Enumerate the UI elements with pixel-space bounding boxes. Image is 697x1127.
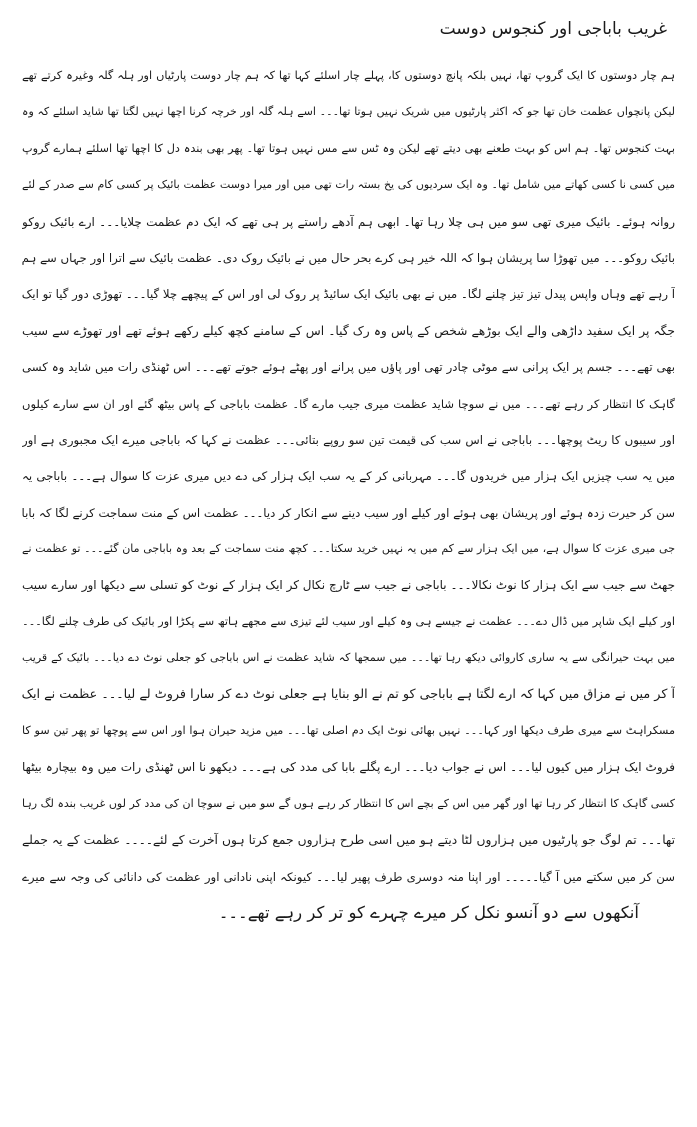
story-line: سن کر میں سکتے میں آ گیا۔۔۔۔۔ اور اپنا منہ دوسری طرف پھیر لیا۔۔۔ کیونکہ اپنی نادانی اور عظمت کی دانائی کی وجہ سے میرے	[22, 869, 675, 884]
story-line: اور سیبوں کا ریٹ پوچھا۔۔۔ باباجی نے اس سب کی قیمت تین سو روپے بتائی۔۔۔ عظمت نے کہا کہ باباجی میرے ایک مجبوری ہے اور	[22, 432, 675, 447]
story-line: جگہ پر ایک سفید داڑھی والے ایک بوڑھے شخص کے پاس وہ رک گیا۔ اس کے سامنے کچھ کیلے رکھے ہوئے تھے اور تھوڑے سے سیب	[22, 323, 675, 338]
story-line: روانہ ہوئے۔ بائیک میری تھی سو میں ہی چلا رہا تھا۔ ابھی ہم آدھے راستے پر ہی تھے کہ ایک دم عظمت چلایا۔۔۔ ارے بائیک روکو	[22, 214, 675, 229]
story-line: تھا۔۔۔ تم لوگ جو پارٹیوں میں ہزاروں لٹا دیتے ہو میں اسی طرح ہزاروں جمع کرتا ہوں آخرت کے لئے۔۔۔۔ عظمت کے یہ جملے	[22, 833, 675, 848]
story-line: میں یہ سب چیزیں ایک ہزار میں خریدوں گا۔۔۔ مہربانی کر کے یہ سب ایک ہزار کی دے دیں میری عزت کا سوال ہے۔۔۔ باباجی یہ	[22, 469, 675, 484]
story-line: آ رہے تھے وہاں واپس پیدل تیز تیز چلنے لگا۔ میں نے بھی بائیک ایک سائیڈ پر روک لی اور اس کے پیچھے چلا گیا۔۔۔ تھوڑی دور گیا تو ایک	[22, 287, 675, 302]
story-line: میں کسی نا کسی کھاتے میں شامل تھا۔ وہ ایک سردیوں کی یخ بستہ رات تھی میں اور میرا دوست عظمت بائیک پر کسی کام سے صدر کے لئے	[22, 178, 675, 192]
story-title: غریب باباجی اور کنجوس دوست	[439, 19, 667, 39]
story-line: بھی تھے۔۔۔ جسم پر ایک پرانی سے موٹی چادر تھی اور پاؤں میں پرانے اور پھٹے ہوئے جوتے تھے۔۔۔ اس ٹھنڈی رات میں شاید وہ کسی	[22, 360, 675, 375]
story-line: مسکراہٹ سے میری طرف دیکھا اور کہا۔۔۔ نہیں بھائی نوٹ ایک دم اصلی تھا۔۔۔ میں مزید حیران ہوا اور اس سے پوچھا تو پھر تین سو کا	[22, 724, 675, 738]
story-line: لیکن پانچواں عظمت خان تھا جو کہ اکثر پارٹیوں میں شریک نہیں ہوتا تھا۔۔۔ اسے ہلہ گلہ اور خرچہ کرنا اچھا نہیں لگتا تھا شاید اسلئے کہ وہ	[22, 105, 675, 119]
story-line: فروٹ ایک ہزار میں کیوں لیا۔۔۔ اس نے جواب دیا۔۔۔ ارے پگلے بابا کی مدد کی ہے۔۔۔ دیکھو نا اس ٹھنڈی رات میں وہ بیچارہ بیٹھا	[22, 760, 675, 775]
story-body	[22, 58, 675, 931]
story-line: آ کر میں نے مزاق میں کہا کہ ارے لگتا ہے باباجی کو تم نے الو بنایا ہے جعلی نوٹ دے کر سارا فروٹ لے لیا۔۔۔ عظمت نے ایک	[22, 686, 675, 702]
story-line: جی میری عزت کا سوال ہے، میں ایک ہزار سے کم میں یہ نہیں خرید سکتا۔۔۔ کچھ منت سماجت کے بعد وہ باباجی مان گئے۔۔۔ تو عظمت نے	[22, 542, 675, 556]
story-line: ہم چار دوستوں کا ایک گروپ تھا، نہیں بلکہ پانچ دوستوں کا، پہلے چار اسلئے کہا تھا کہ ہم چار دوست پارٹیاں اور ہلہ گلہ وغیرہ کرتے تھے	[22, 69, 675, 82]
story-line: میں بہت حیرانگی سے یہ ساری کاروائی دیکھ رہا تھا۔۔۔ میں سمجھا کہ شاید عظمت نے اس باباجی کو جعلی نوٹ دے دیا۔۔۔ بائیک کے قریب	[22, 651, 675, 665]
story-line: کسی گاہک کا انتظار کر رہا تھا اور گھر میں اس کے بچے اس کا انتظار کر رہے ہوں گے سو میں نے سوچا ان کی مدد کر لوں غریب بندہ لگ رہا	[22, 796, 675, 810]
story-line: بہت کنجوس تھا۔ ہم اس کو بہت طعنے بھی دیتے تھے لیکن وہ ٹس سے مس نہیں ہوتا تھا۔ پھر بھی بندہ دل کا اچھا تھا اسلئے ہمارے گروپ	[22, 141, 675, 155]
story-line: گاہک کا انتظار کر رہے تھے۔۔۔ میں نے سوچا شاید عظمت میری جیب مارے گا۔ عظمت باباجی کے پاس بیٹھ گئے اور ان سے سارے کیلوں	[22, 396, 675, 411]
story-line: بائیک روکو۔۔۔ میں تھوڑا سا پریشان ہوا کہ اللہ خیر ہی کرے بحر حال میں نے بائیک روک دی۔ عظمت بائیک سے اترا اور جہاں سے ہم	[22, 250, 675, 265]
story-line: سن کر حیرت زدہ ہوئے اور پریشان بھی ہوئے اور کیلے اور سیب دینے سے انکار کر دیا۔۔۔ عظمت اس کے منت سماجت کرنے لگا کہ بابا	[22, 505, 675, 520]
story-line: اور کیلے ایک شاپر میں ڈال دے۔۔۔ عظمت نے جیسے ہی وہ کیلے اور سیب لئے تیزی سے مجھے ہاتھ سے پکڑا اور بائیک کی طرف چلنے لگا۔۔۔	[22, 614, 675, 628]
story-line: آنکھوں سے دو آنسو نکل کر میرے چہرے کو تر کر رہے تھے۔۔۔	[218, 902, 639, 922]
story-line: جھٹ سے جیب سے ایک ہزار کا نوٹ نکالا۔۔۔ باباجی نے جیب سے ٹارچ نکال کر ایک ہزار کے نوٹ کو تسلی سے دیکھا اور سارے سیب	[22, 578, 675, 593]
